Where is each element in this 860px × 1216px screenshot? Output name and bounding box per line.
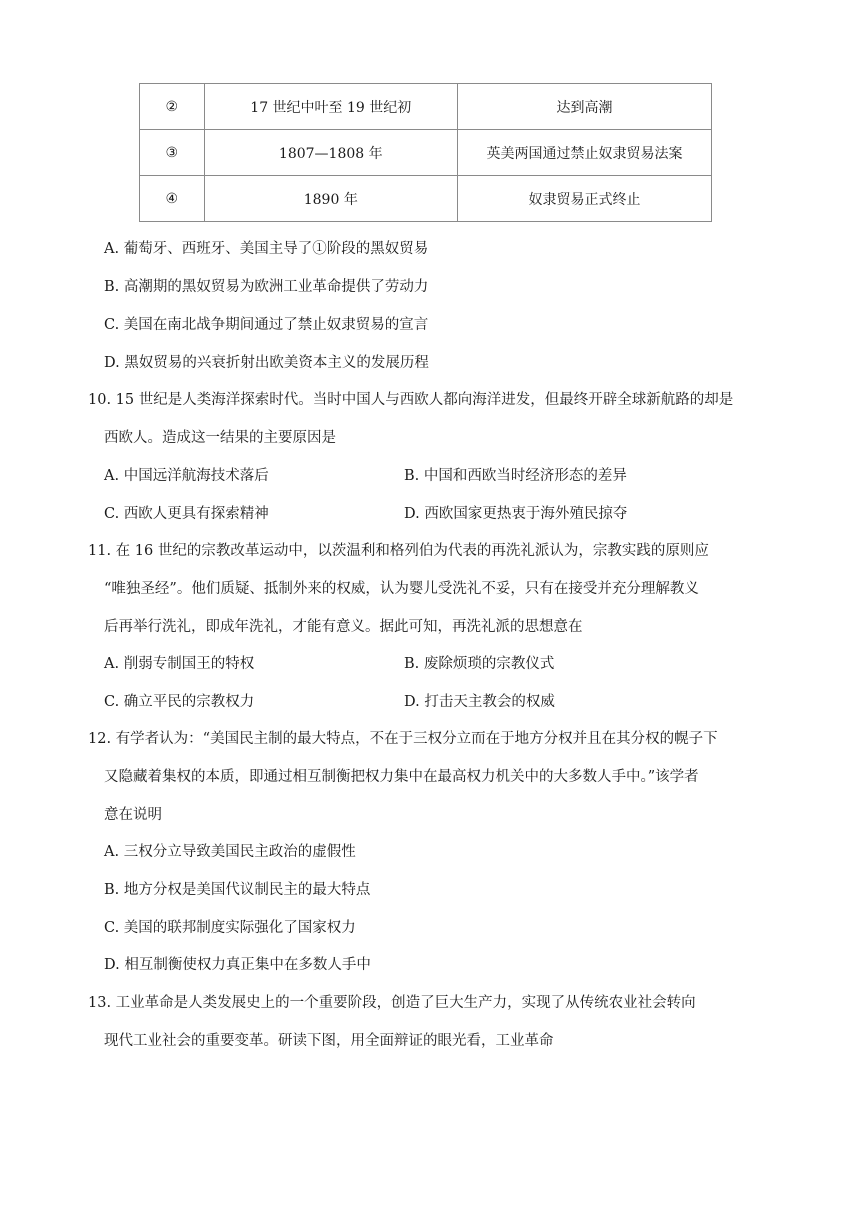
q12-stem-line1: 12. 有学者认为：“美国民主制的最大特点，不在于三权分立而在于地方分权并且在其分权的幌子下: [88, 731, 718, 747]
q10-stem-line1: 10. 15 世纪是人类海洋探索时代。当时中国人与西欧人都向海洋进发，但最终开辟全球新航路的却是: [88, 392, 734, 408]
q13-stem-line2: 现代工业社会的重要变革。研读下图，用全面辩证的眼光看，工业革命: [104, 1033, 554, 1049]
table-cell-time: 17 世纪中叶至 19 世纪初: [204, 84, 457, 130]
slave-trade-stage-table: [139, 83, 712, 222]
q11-option-a: A. 削弱专制国王的特权: [104, 656, 255, 672]
table-cell-time: 1807—1808 年: [204, 130, 457, 176]
table-row: [140, 84, 712, 130]
table-cell-event: 奴隶贸易正式终止: [457, 176, 711, 222]
q9-option-c: C. 美国在南北战争期间通过了禁止奴隶贸易的宣言: [104, 317, 429, 333]
q11-stem-line1: 11. 在 16 世纪的宗教改革运动中，以茨温利和格列伯为代表的再洗礼派认为，宗教实践的原则应: [88, 543, 709, 559]
q9-option-d: D. 黑奴贸易的兴衰折射出欧美资本主义的发展历程: [104, 355, 429, 371]
q10-option-b: B. 中国和西欧当时经济形态的差异: [404, 468, 627, 484]
q12-stem-line2: 又隐藏着集权的本质，即通过相互制衡把权力集中在最高权力机关中的大多数人手中。”该学者: [104, 769, 699, 785]
table-row: [140, 176, 712, 222]
q10-option-d: D. 西欧国家更热衷于海外殖民掠夺: [404, 506, 628, 522]
q11-option-c: C. 确立平民的宗教权力: [104, 694, 255, 710]
q12-option-c: C. 美国的联邦制度实际强化了国家权力: [104, 920, 356, 936]
table-cell-event: 达到高潮: [457, 84, 711, 130]
q11-option-d: D. 打击天主教会的权威: [404, 694, 555, 710]
table-cell-stage: ④: [140, 176, 205, 222]
q10-option-a: A. 中国远洋航海技术落后: [104, 468, 269, 484]
q13-stem-line1: 13. 工业革命是人类发展史上的一个重要阶段，创造了巨大生产力，实现了从传统农业社会转向: [88, 995, 696, 1011]
table-cell-time: 1890 年: [204, 176, 457, 222]
table-cell-event: 英美两国通过禁止奴隶贸易法案: [457, 130, 711, 176]
q9-option-b: B. 高潮期的黑奴贸易为欧洲工业革命提供了劳动力: [104, 279, 429, 295]
q10-stem-line2: 西欧人。造成这一结果的主要原因是: [104, 430, 336, 446]
q11-stem-line2: “唯独圣经”。他们质疑、抵制外来的权威，认为婴儿受洗礼不妥，只有在接受并充分理解教义: [104, 581, 699, 597]
table-row: [140, 130, 712, 176]
q12-stem-line3: 意在说明: [104, 807, 162, 823]
q11-option-b: B. 废除烦琐的宗教仪式: [404, 656, 555, 672]
table-cell-stage: ②: [140, 84, 205, 130]
q11-stem-line3: 后再举行洗礼，即成年洗礼，才能有意义。据此可知，再洗礼派的思想意在: [104, 619, 583, 635]
table-cell-stage: ③: [140, 130, 205, 176]
q12-option-a: A. 三权分立导致美国民主政治的虚假性: [104, 844, 356, 860]
q12-option-b: B. 地方分权是美国代议制民主的最大特点: [104, 882, 371, 898]
q12-option-d: D. 相互制衡使权力真正集中在多数人手中: [104, 957, 371, 973]
q9-option-a: A. 葡萄牙、西班牙、美国主导了①阶段的黑奴贸易: [104, 241, 429, 257]
q10-option-c: C. 西欧人更具有探索精神: [104, 506, 269, 522]
